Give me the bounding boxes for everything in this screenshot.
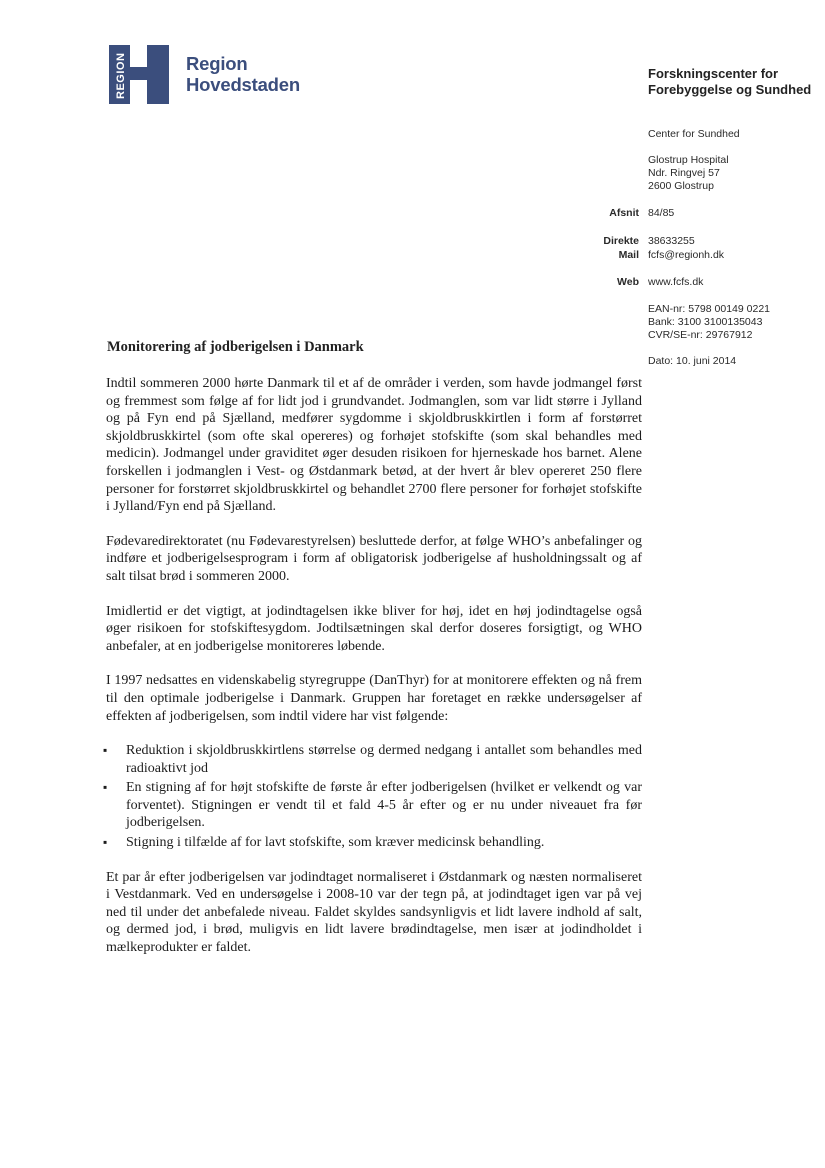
org-name: Forskningscenter for Forebyggelse og Sundhed <box>648 66 812 97</box>
logo-wordmark <box>186 53 300 95</box>
letter-date: Dato: 10. juni 2014 <box>648 355 737 367</box>
mail-value[interactable]: fcfs@regionh.dk <box>648 249 725 261</box>
list-item-text: En stigning af for højt stofskifte de første år efter jodberigelsen (hvilket er velkendt og var forventet). Stigningen er vendt til et fald 4-5 år efter og er nu under niveauet fra før jodberigelsen. <box>126 780 642 831</box>
direkte-label: Direkte <box>603 235 639 247</box>
logo-line-hovedstaden: Hovedstaden <box>186 74 300 95</box>
center-name: Center for Sundhed <box>648 128 740 140</box>
address: Glostrup Hospital Ndr. Ringvej 57 2600 Glostrup <box>648 154 729 192</box>
web-value[interactable]: www.fcfs.dk <box>648 276 704 288</box>
bullet-icon: ▪ <box>103 743 108 758</box>
paragraph: Imidlertid er det vigtigt, at jodindtagelsen ikke bliver for høj, idet en høj jodindtagelse også øger risikoen for stofskiftesygdom. Jodtilsætningen skal derfor doseres forsigtigt, og WHO anbefaler, at en jodberigelse monitoreres løbende. <box>106 603 642 654</box>
document-body <box>103 375 642 974</box>
afsnit-value: 84/85 <box>648 207 675 219</box>
logo-vertical-text: REGION <box>115 52 127 99</box>
list-item-text: Reduktion i skjoldbruskkirtlens størrelse og dermed nedgang i antallet som behandles med radioaktivt jod <box>126 743 642 776</box>
cvr-number: CVR/SE-nr: 29767912 <box>648 329 753 341</box>
paragraph: Fødevaredirektoratet (nu Fødevarestyrelsen) besluttede derfor, at følge WHO’s anbefalinger og indføre et jodberigelsesprogram i form af obligatorisk jodberigelse af husholdningssalt og af salt tilsat brød i sommeren 2000. <box>106 533 642 584</box>
afsnit-label: Afsnit <box>609 207 639 219</box>
logo-line-region: Region <box>186 53 248 74</box>
region-hovedstaden-logo <box>109 45 309 105</box>
paragraph: Et par år efter jodberigelsen var jodindtaget normaliseret i Østdanmark og næsten normaliseret i Vestdanmark. Ved en undersøgelse i 2008-10 var der tegn på, at jodindtaget igen var på vej ned til under det anbefalede niveau. Faldet skyldes sandsynligvis et lidt lavere indhold af salt, og dermed jod, i brød, muligvis en lidt lavere brødindtagelse, men især at jodindholdet i mælkeprodukter er faldet. <box>106 869 642 956</box>
region-h-logo-icon <box>109 45 169 104</box>
list-item <box>103 834 642 852</box>
list-item <box>103 779 642 832</box>
bullet-icon: ▪ <box>103 780 108 795</box>
bullet-icon: ▪ <box>103 835 108 850</box>
direkte-value: 38633255 <box>648 235 695 247</box>
ean-number: EAN-nr: 5798 00149 0221 <box>648 303 771 315</box>
findings-list <box>103 742 642 852</box>
bank-number: Bank: 3100 3100135043 <box>648 316 763 328</box>
list-item-text: Stigning i tilfælde af for lavt stofskifte, som kræver medicinsk behandling. <box>126 835 545 851</box>
paragraph: I 1997 nedsattes en videnskabelig styregruppe (DanThyr) for at monitorere effekten og nå frem til den optimale jodberigelse i Danmark. Gruppen har foretaget en række undersøgelser af effekten af jodberigelsen, som indtil videre har vist følgende: <box>106 673 642 724</box>
document-title: Monitorering af jodberigelsen i Danmark <box>107 339 364 355</box>
web-label: Web <box>617 276 639 288</box>
list-item <box>103 742 642 777</box>
mail-label: Mail <box>618 249 639 261</box>
paragraph: Indtil sommeren 2000 hørte Danmark til et af de områder i verden, som havde jodmangel først og fremmest som følge af for lidt jod i grundvandet. Jodmanglen, som var lidt større i Jylland og på Fyn end på Sjælland, medfører sygdomme i skjoldbruskkirtlen i form af forstørret skjoldbruskkirtel (som ofte skal opereres) og forhøjet stofskifte (som skal behandles med medicin). Jodmangel under graviditet øger desuden risikoen for hjerneskade hos barnet. Alene forskellen i jodmanglen i Vest- og Østdanmark betød, at der hvert år blev opereret 250 flere personer for forstørret skjoldbruskkirtel og behandlet 2700 flere personer for forhøjet stofskifte i Jylland/Fyn end på Sjælland. <box>106 376 642 515</box>
